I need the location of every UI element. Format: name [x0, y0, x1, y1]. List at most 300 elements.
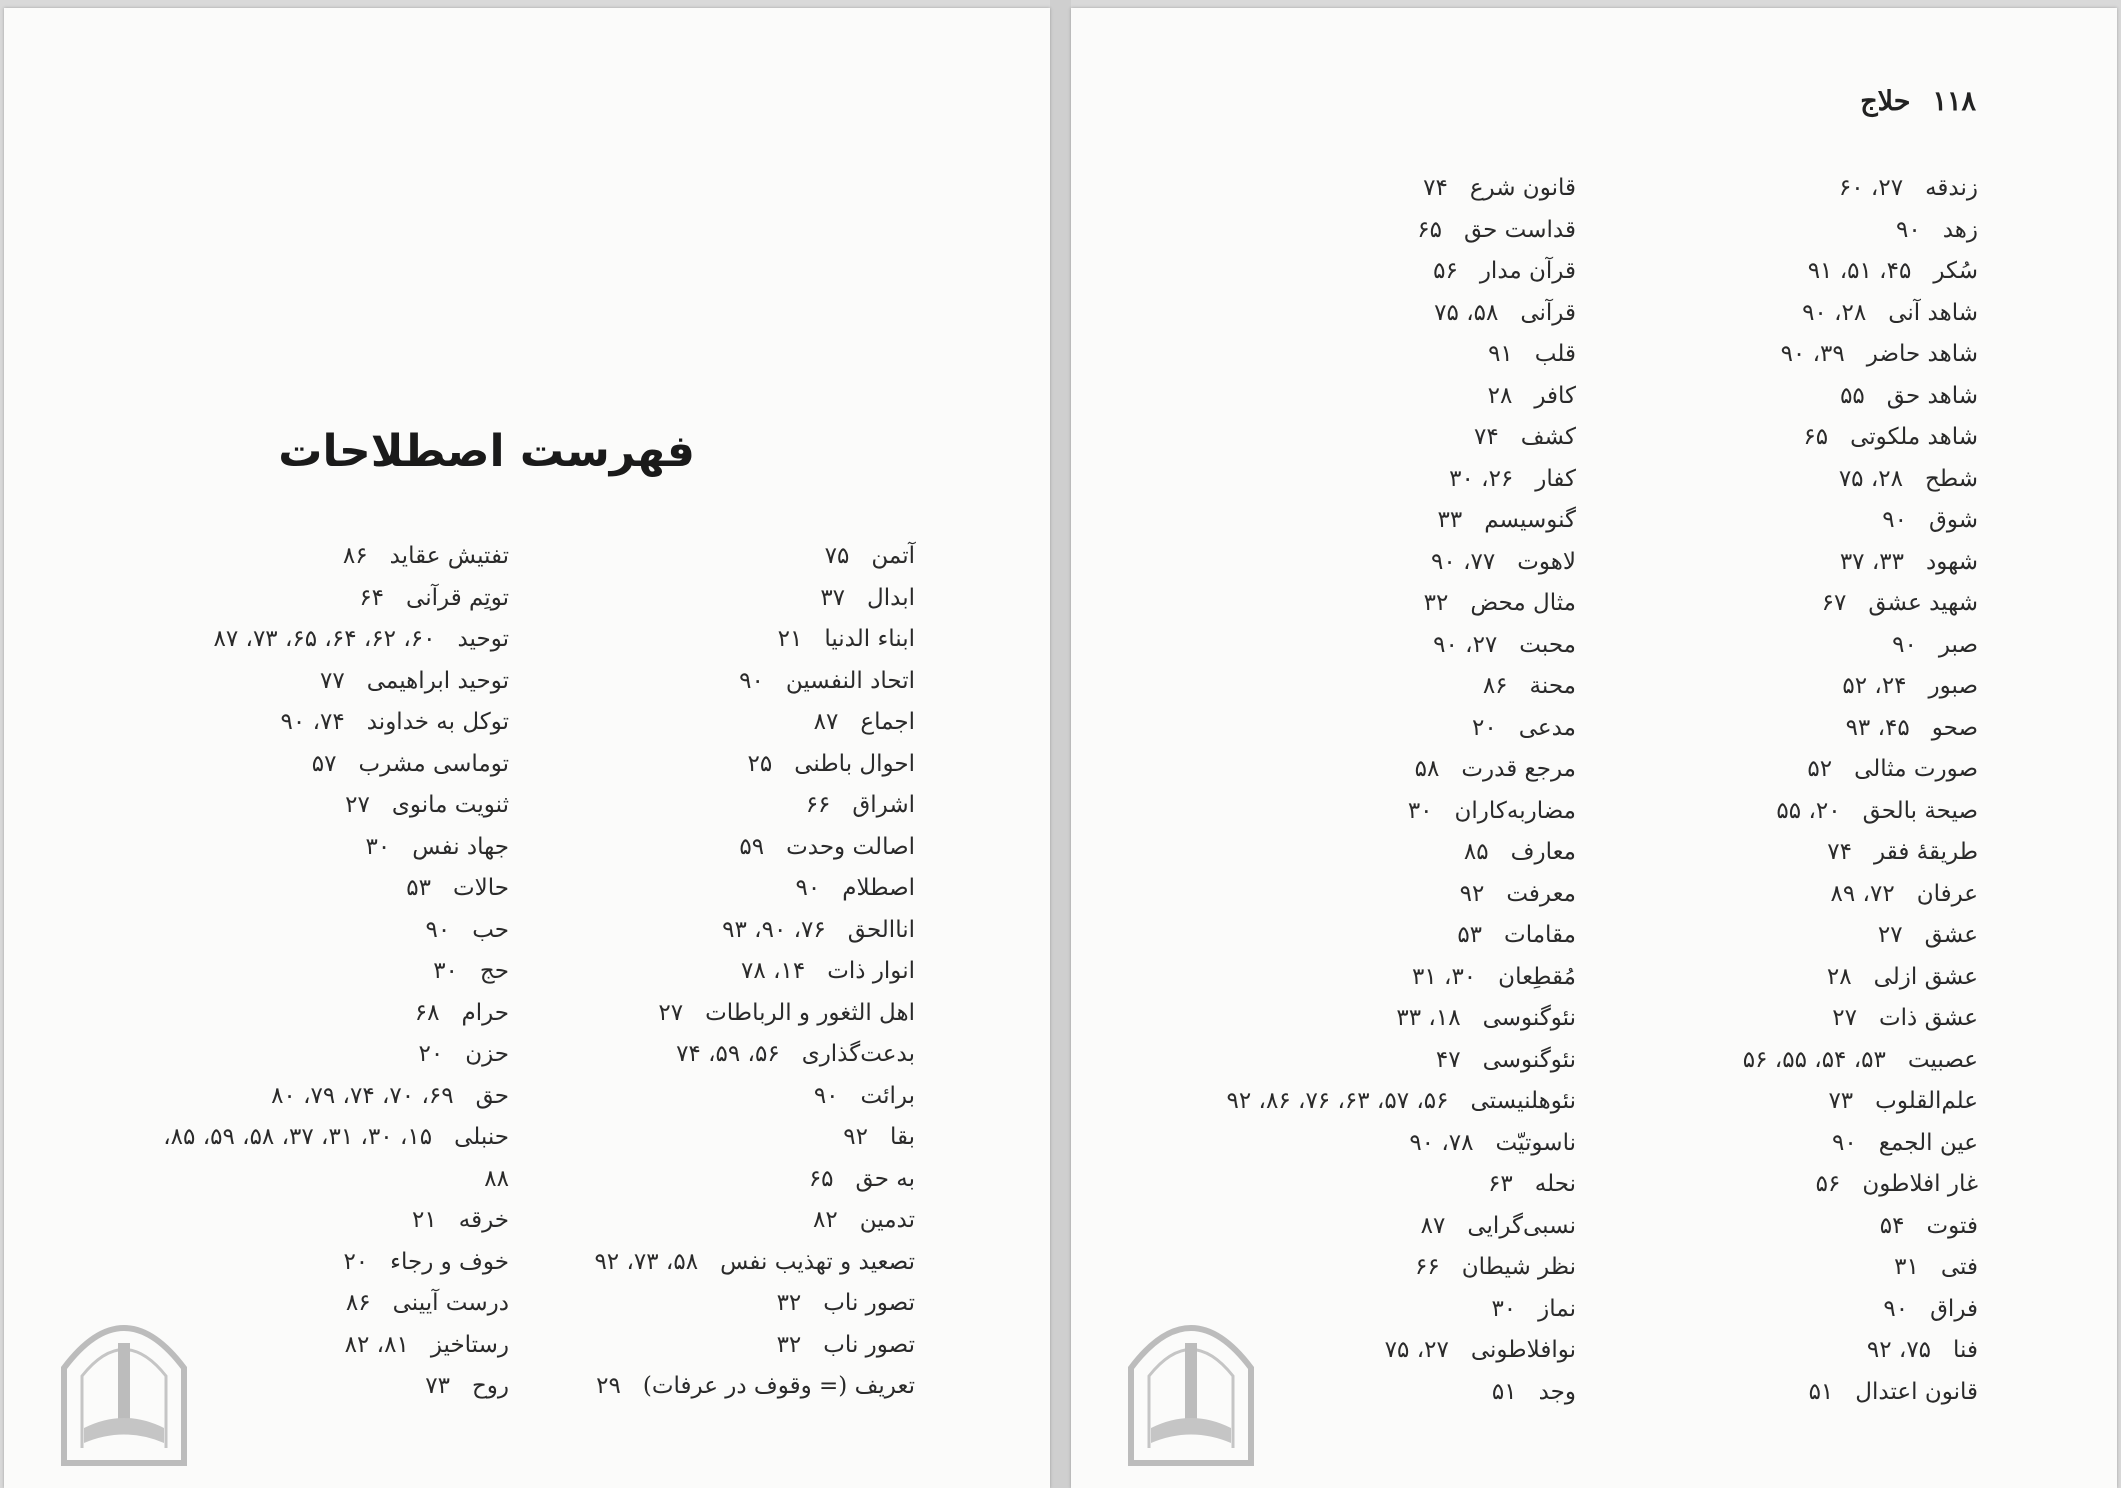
index-term: وجد [1538, 1378, 1576, 1405]
index-entry [1743, 791, 1978, 833]
index-pages: ۹۰ [1882, 507, 1907, 533]
library-stamp-icon [1121, 1298, 1261, 1468]
index-pages: ۳۰ [365, 833, 391, 860]
index-pages: ۴۵، ۵۱، ۹۱ [1807, 258, 1912, 284]
index-entry [1743, 417, 1978, 459]
index-pages: ۲۷ [345, 792, 370, 818]
index-entry [1743, 874, 1978, 916]
index-term: اناالحق [847, 916, 915, 943]
index-pages: ۹۰ [1883, 1295, 1909, 1322]
index-pages: ۲۵ [747, 750, 773, 777]
index-pages: ۳۹، ۹۰ [1780, 341, 1845, 367]
index-entry [1227, 168, 1576, 210]
index-entry [594, 1325, 915, 1367]
index-term: جهاد نفس [412, 833, 509, 860]
index-pages: ۹۲ [1459, 880, 1485, 907]
index-entry [163, 785, 509, 827]
index-pages: ۸۲ [813, 1207, 838, 1233]
index-term: تصور ناب [823, 1331, 915, 1358]
index-pages: ۵۱ [1808, 1378, 1834, 1405]
index-term: برائت [860, 1082, 915, 1109]
index-pages: ۹۱ [1488, 341, 1513, 367]
index-entry [1227, 1081, 1576, 1123]
index-entry [163, 1366, 509, 1408]
index-term: مضاربه‌کاران [1454, 797, 1576, 824]
index-term: محنة [1529, 673, 1576, 699]
index-pages: ۷۵ [824, 543, 850, 569]
index-pages: ۲۱ [412, 1207, 437, 1233]
index-pages: ۵۶ [1815, 1171, 1841, 1197]
index-term: توکل به خداوند [366, 709, 509, 735]
index-pages: ۷۴ [1423, 175, 1448, 201]
index-term: تفتیش عقاید [389, 543, 509, 569]
index-entry [1743, 625, 1978, 667]
index-pages: ۲۰ [343, 1248, 369, 1275]
index-term: رستاخیز [430, 1331, 509, 1358]
index-entry [1227, 1040, 1576, 1082]
index-pages: ۵۲ [1807, 756, 1833, 782]
index-title: فهرست اصطلاحات [278, 426, 695, 477]
index-pages: ۵۹ [739, 833, 765, 860]
index-entry [594, 785, 915, 827]
index-pages: ۱۸، ۳۳ [1396, 1005, 1461, 1031]
index-entry [594, 578, 915, 620]
index-term: زهد [1942, 216, 1978, 243]
index-pages: ۷۷ [320, 667, 345, 694]
index-term: درست آیینی [392, 1290, 509, 1316]
index-entry [163, 536, 509, 578]
index-entry [1227, 210, 1576, 252]
right-page [1071, 8, 2117, 1488]
index-term: قلب [1534, 341, 1576, 367]
index-pages: ۶۶ [1415, 1254, 1440, 1280]
index-pages: ۸۶ [1482, 673, 1508, 699]
index-entry [1227, 832, 1576, 874]
index-pages: ۸۶ [342, 543, 368, 569]
index-term: بقا [889, 1124, 915, 1150]
index-entry [163, 910, 509, 952]
index-entry [594, 827, 915, 869]
index-pages: ۴۵، ۹۳ [1845, 714, 1910, 741]
index-pages: ۳۳، ۳۷ [1839, 548, 1904, 575]
index-entry [1227, 957, 1576, 999]
index-term: علم‌القلوب [1875, 1088, 1978, 1114]
index-pages: ۹۰ [795, 875, 821, 901]
index-pages: ۶۶ [805, 792, 831, 818]
index-pages: ۵۳ [1457, 922, 1483, 948]
index-term: نسبی‌گرایی [1467, 1212, 1576, 1239]
index-term: اشراق [852, 792, 915, 818]
index-pages: ۷۳ [425, 1373, 450, 1399]
index-pages: ۲۸ [1487, 382, 1513, 409]
index-entry [1227, 1330, 1576, 1372]
index-entry [594, 1034, 915, 1076]
index-term: شوق [1929, 507, 1978, 533]
index-entry [163, 1242, 509, 1284]
index-term: صورت مثالی [1854, 756, 1978, 782]
index-entry [1227, 1372, 1576, 1414]
index-pages: ۵۶ [1433, 258, 1458, 284]
index-entry [1227, 376, 1576, 418]
index-pages: ۳۰، ۳۱ [1412, 963, 1477, 990]
index-entry [1227, 417, 1576, 459]
index-term: کفار [1535, 465, 1576, 492]
index-pages: ۹۰ [813, 1082, 839, 1109]
index-entry [1743, 251, 1978, 293]
index-entry [594, 1366, 915, 1408]
index-pages: ۷۵، ۹۲ [1866, 1337, 1932, 1363]
index-term: توحید ابراهیمی [366, 667, 509, 694]
index-entry [1227, 334, 1576, 376]
index-term: تصور ناب [823, 1290, 915, 1316]
index-pages: ۲۷ [658, 999, 684, 1026]
index-term: احوال باطنی [794, 750, 915, 777]
index-entry [1227, 459, 1576, 501]
index-pages: ۹۰ [1895, 216, 1921, 243]
index-term: شهود [1926, 548, 1978, 575]
index-column-left [163, 536, 509, 1408]
index-term: اجماع [860, 709, 915, 735]
index-pages: ۵۵ [1840, 382, 1865, 409]
index-entry [1743, 376, 1978, 418]
index-entry [1227, 583, 1576, 625]
index-pages: ۹۰ [739, 667, 764, 694]
index-term: مرجع قدرت [1461, 756, 1576, 782]
index-column-right [594, 536, 915, 1408]
index-entry [1743, 957, 1978, 999]
index-entry [163, 1325, 509, 1367]
index-term: شاهد آنی [1888, 299, 1978, 326]
index-pages: ۵۴ [1879, 1212, 1905, 1239]
index-entry [1227, 998, 1576, 1040]
index-entry [1743, 1206, 1978, 1248]
index-pages: ۳۰ [1407, 797, 1433, 824]
index-pages: ۷۴ [1474, 424, 1499, 450]
index-term: اتحاد النفسین [785, 667, 915, 694]
library-stamp-icon [54, 1298, 194, 1468]
page-number: ۱۱۸ [1932, 86, 1976, 117]
index-pages: ۲۸، ۷۵ [1838, 465, 1903, 492]
index-entry [163, 744, 509, 786]
index-entry [594, 910, 915, 952]
index-entry [1743, 293, 1978, 335]
index-pages: ۹۰ [425, 916, 451, 943]
index-term: محبت [1519, 631, 1576, 658]
index-entry [1227, 915, 1576, 957]
index-term: عین الجمع [1878, 1129, 1978, 1156]
index-pages: ۶۸ [414, 999, 440, 1026]
index-entry [163, 993, 509, 1035]
index-pages: ۵۶، ۵۹، ۷۴ [676, 1041, 780, 1067]
index-pages: ۶۳ [1488, 1171, 1513, 1197]
index-term: حنبلی [454, 1124, 509, 1150]
index-entry [1227, 791, 1576, 833]
index-entry [1227, 625, 1576, 667]
index-pages: ۵۷ [311, 750, 337, 777]
index-term: آتمن [871, 543, 915, 569]
index-term: حب [472, 916, 509, 943]
index-pages: ۵۸ [1414, 756, 1440, 782]
index-term: قرآنی [1520, 299, 1576, 326]
index-pages: ۲۷، ۹۰ [1433, 631, 1498, 658]
index-entry [594, 536, 915, 578]
index-term: گنوسیسم [1484, 507, 1576, 533]
index-term: معارف [1510, 839, 1576, 865]
index-term: عشق ازلی [1873, 963, 1978, 990]
index-pages: ۸۷ [813, 709, 839, 735]
index-entry [163, 827, 509, 869]
index-entry [163, 1200, 509, 1242]
index-term: نماز [1538, 1295, 1576, 1322]
index-term: صبر [1938, 631, 1978, 658]
index-pages: ۹۰ [1832, 1129, 1857, 1156]
index-term: مدعی [1518, 714, 1576, 741]
index-entry [1743, 210, 1978, 252]
index-entry [594, 744, 915, 786]
index-entry [1743, 334, 1978, 376]
index-entry [1227, 708, 1576, 750]
index-pages: ۹۲ [843, 1124, 868, 1150]
index-term: تصعید و تهذیب نفس [720, 1248, 915, 1275]
index-pages: ۵۳، ۵۴، ۵۵، ۵۶ [1742, 1046, 1886, 1073]
index-term: صبور [1928, 673, 1978, 699]
index-entry [1227, 1123, 1576, 1165]
index-pages: ۶۵ [808, 1165, 834, 1192]
index-term: قداست حق [1463, 216, 1576, 243]
index-pages: ۵۸، ۷۳، ۹۲ [594, 1248, 699, 1275]
index-term: بدعت‌گذاری [801, 1041, 915, 1067]
index-pages: ۵۶، ۵۷، ۶۳، ۷۶، ۸۶، ۹۲ [1226, 1088, 1449, 1114]
index-pages: ۶۵ [1417, 216, 1442, 243]
index-entry [594, 1283, 915, 1325]
index-term: توتِم قرآنی [406, 584, 509, 611]
index-term: انوار ذات [827, 958, 915, 984]
index-pages: ۶۵ [1803, 424, 1829, 450]
index-term: ابدال [867, 584, 915, 611]
index-pages: ۲۸، ۹۰ [1802, 299, 1867, 326]
index-entry [1227, 1206, 1576, 1248]
index-term: فراق [1930, 1295, 1978, 1322]
index-pages: ۷۸، ۹۰ [1409, 1129, 1474, 1156]
index-pages: ۸۷ [1420, 1212, 1446, 1239]
index-pages: ۵۸، ۷۵ [1434, 299, 1499, 326]
index-term: حالات [453, 875, 509, 901]
index-entry [163, 578, 509, 620]
index-pages: ۲۷ [1832, 1005, 1857, 1031]
index-term: نظر شیطان [1461, 1254, 1576, 1280]
index-entry [1743, 1289, 1978, 1331]
index-pages: ۸۸ [484, 1165, 509, 1192]
index-term: حزن [465, 1041, 509, 1067]
index-term: شاهد حق [1886, 382, 1978, 409]
index-pages: ۸۱، ۸۲ [344, 1331, 409, 1358]
index-entry [1743, 1372, 1978, 1414]
index-term: اهل الثغور و الرباطات [705, 999, 915, 1026]
index-pages: ۳۲ [776, 1331, 802, 1358]
index-entry [1743, 666, 1978, 708]
index-entry [594, 1117, 915, 1159]
index-term: ثنویت مانوی [391, 792, 509, 818]
index-pages: ۶۹، ۷۰، ۷۴، ۷۹، ۸۰ [271, 1082, 454, 1109]
index-entry [163, 1034, 509, 1076]
index-entry [594, 951, 915, 993]
index-entry [163, 1117, 509, 1159]
index-entry [1227, 542, 1576, 584]
index-term: قانون شرع [1469, 175, 1576, 201]
index-term: کشف [1520, 424, 1576, 450]
index-pages: ۵۳ [406, 875, 431, 901]
index-term: نحله [1534, 1171, 1576, 1197]
index-pages: ۷۴، ۹۰ [280, 709, 345, 735]
index-term: تعریف (= وقوف در عرفات) [642, 1373, 915, 1399]
index-term: ناسوتیّت [1495, 1129, 1576, 1156]
index-entry [1743, 998, 1978, 1040]
index-pages: ۲۰ [418, 1041, 444, 1067]
index-entry [1227, 1247, 1576, 1289]
index-entry [163, 951, 509, 993]
index-entry [163, 619, 509, 661]
index-pages: ۲۷، ۶۰ [1838, 175, 1904, 201]
index-pages: ۹۰ [1892, 631, 1917, 658]
index-term: صحو [1931, 714, 1978, 741]
index-term: فنا [1953, 1337, 1978, 1363]
index-term: زندقه [1925, 175, 1978, 201]
index-pages: ۸۵ [1463, 839, 1489, 865]
index-pages: ۳۲ [1423, 590, 1449, 616]
index-entry [1227, 293, 1576, 335]
index-term: توماسی مشرب [358, 750, 509, 777]
index-column-left [1227, 168, 1576, 1413]
index-entry [1743, 832, 1978, 874]
index-entry [163, 702, 509, 744]
index-term: شاهد حاضر [1866, 341, 1978, 367]
index-pages: ۳۰ [433, 958, 458, 984]
index-term: به حق [855, 1165, 915, 1192]
index-term: نئوهلنیستی [1470, 1088, 1576, 1114]
index-pages: ۸۶ [345, 1290, 371, 1316]
index-entry [1743, 500, 1978, 542]
index-term: فتوت [1926, 1212, 1978, 1239]
index-entry [1743, 168, 1978, 210]
index-term: قانون اعتدال [1855, 1378, 1978, 1405]
index-pages: ۲۷ [1877, 922, 1903, 948]
index-term: روح [471, 1373, 509, 1399]
running-head-title: حلاج [1860, 86, 1911, 117]
index-entry [594, 702, 915, 744]
index-entry [1743, 542, 1978, 584]
index-entry [594, 993, 915, 1035]
index-entry [1743, 1164, 1978, 1206]
index-term: قرآن مدار [1479, 258, 1576, 284]
index-entry [594, 661, 915, 703]
index-term: شطح [1925, 465, 1978, 492]
index-term: شهید عشق [1868, 590, 1978, 616]
index-entry [1743, 1247, 1978, 1289]
index-term: مثال محض [1470, 590, 1576, 616]
running-header [1860, 86, 1976, 117]
index-entry [1227, 1289, 1576, 1331]
index-pages: ۷۲، ۸۹ [1830, 880, 1895, 907]
index-pages: ۲۰ [1471, 714, 1497, 741]
index-entry [1743, 749, 1978, 791]
index-entry [1743, 1081, 1978, 1123]
index-term: لاهوت [1517, 548, 1576, 575]
index-term: مُقطِعان [1498, 963, 1576, 990]
index-pages: ۷۶، ۹۰، ۹۳ [722, 916, 826, 943]
index-term: خوف و رجاء [390, 1248, 509, 1275]
index-term: عصبیت [1907, 1046, 1978, 1073]
index-term: کافر [1534, 382, 1576, 409]
index-term: نئوگنوسی [1482, 1005, 1576, 1031]
index-entry [163, 1283, 509, 1325]
index-entry [594, 1159, 915, 1201]
index-entry [1227, 666, 1576, 708]
index-entry [1227, 500, 1576, 542]
index-pages: ۷۳ [1828, 1088, 1854, 1114]
index-entry [1227, 1164, 1576, 1206]
index-entry [1227, 251, 1576, 293]
index-entry [163, 1159, 509, 1201]
index-term: حج [479, 958, 509, 984]
index-pages: ۱۴، ۷۸ [741, 958, 806, 984]
index-pages: ۳۱ [1894, 1254, 1919, 1280]
index-term: عشق [1924, 922, 1978, 948]
index-term: شاهد ملکوتی [1850, 424, 1978, 450]
index-pages: ۲۶، ۳۰ [1449, 465, 1514, 492]
index-term: معرفت [1506, 880, 1576, 907]
index-pages: ۵۱ [1491, 1378, 1517, 1405]
index-entry [163, 661, 509, 703]
index-term: حرام [461, 999, 509, 1026]
index-entry [594, 1200, 915, 1242]
index-entry [1227, 874, 1576, 916]
index-pages: ۲۹ [596, 1373, 621, 1399]
index-entry [594, 868, 915, 910]
index-pages: ۶۴ [359, 584, 385, 611]
index-term: عرفان [1916, 880, 1978, 907]
index-term: عشق ذات [1878, 1005, 1978, 1031]
index-pages: ۳۳ [1437, 507, 1463, 533]
index-pages: ۲۸ [1826, 963, 1852, 990]
index-entry [1743, 708, 1978, 750]
index-term: ابناء الدنیا [824, 626, 915, 652]
index-entry [1743, 459, 1978, 501]
index-term: حق [475, 1082, 509, 1109]
index-entry [594, 1076, 915, 1118]
index-pages: ۳۷ [820, 584, 846, 611]
index-pages: ۷۷، ۹۰ [1431, 548, 1496, 575]
book-gutter [1050, 0, 1071, 1488]
index-entry [1743, 915, 1978, 957]
index-pages: ۳۲ [776, 1290, 802, 1316]
index-term: مقامات [1504, 922, 1576, 948]
index-pages: ۳۰ [1491, 1295, 1517, 1322]
index-pages: ۶۷ [1821, 590, 1847, 616]
index-term: نوافلاطونی [1470, 1337, 1576, 1363]
index-pages: ۷۴ [1827, 839, 1852, 865]
index-term: سُکر [1933, 258, 1978, 284]
index-term: اصطلام [842, 875, 915, 901]
index-term: تدمین [859, 1207, 915, 1233]
index-entry [1743, 1040, 1978, 1082]
index-term: صیحة بالحق [1862, 797, 1978, 824]
index-entry [1743, 1330, 1978, 1372]
index-pages: ۲۴، ۵۲ [1842, 673, 1907, 699]
index-entry [594, 619, 915, 661]
index-term: خرقه [458, 1207, 509, 1233]
index-term: طریقهٔ فقر [1874, 839, 1978, 865]
left-page [4, 8, 1050, 1488]
